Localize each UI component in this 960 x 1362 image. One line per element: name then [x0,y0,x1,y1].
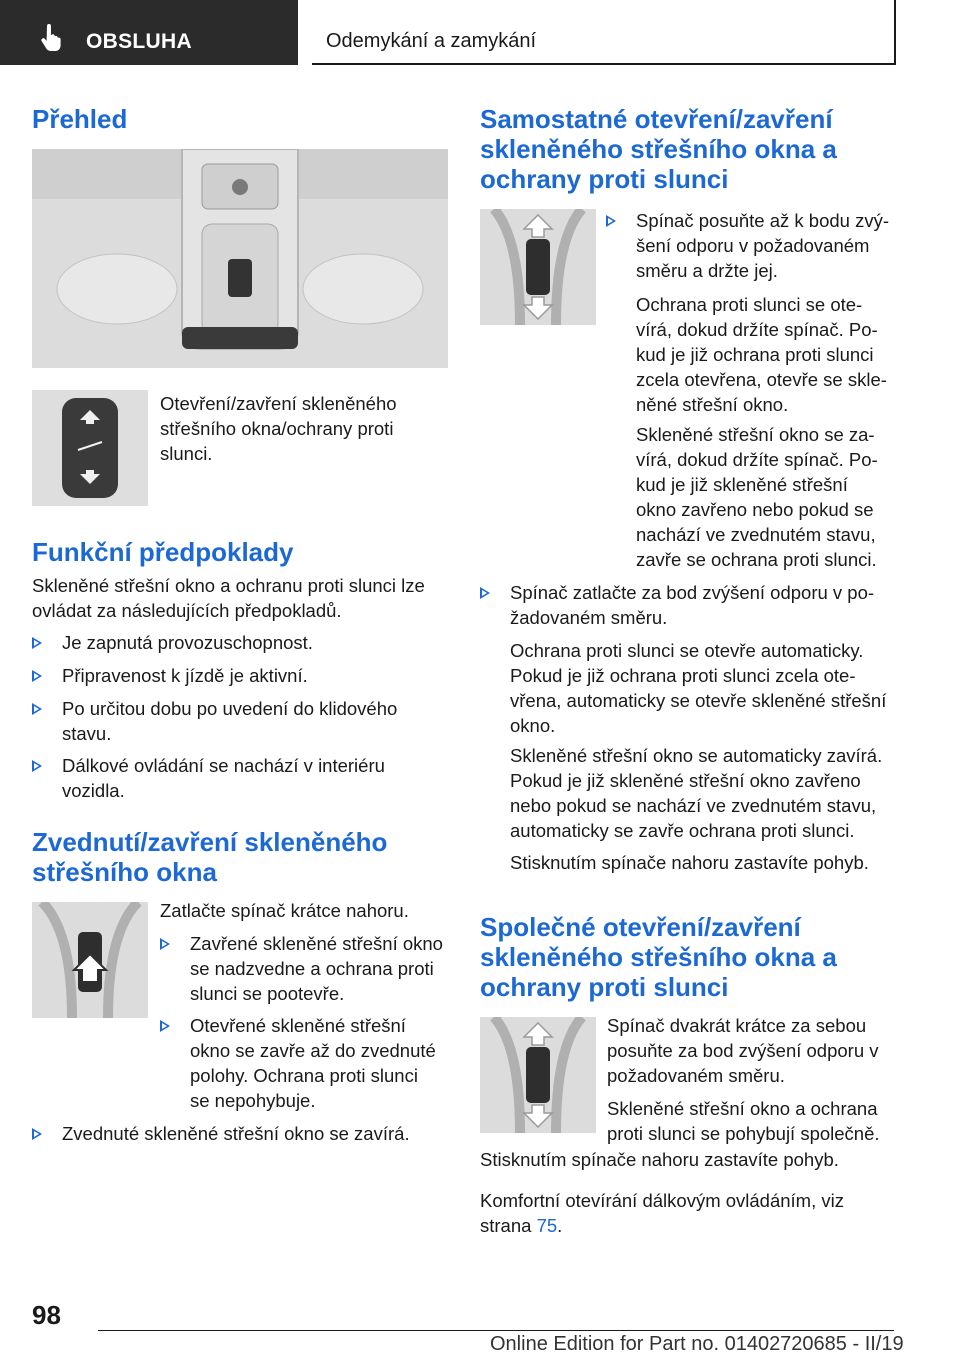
switch-slide-illustration [480,209,596,325]
overview-roof-console-image [32,149,448,368]
predpoklady-intro: Skleněné střešní okno a ochranu proti slunci lze ovládat za následujících předpokladů. [32,575,425,621]
heading-samostatne: Samostatné otevření/zavření skleněného střešního okna a ochrany proti slunci [480,104,837,194]
switch-double-slide-illustration [480,1017,596,1133]
spolecne-para4: Komfortní otevírání dálkovým ovládáním, viz strana 75. [480,1190,844,1236]
footer-edition: Online Edition for Part no. 01402720685 - II/19 [490,1333,904,1355]
list-item: Zavřené skleněné střešní okno se nadzvedne a ochrana proti slunci se pootevře. [190,931,443,1006]
page-number: 98 [32,1300,61,1330]
footer-divider [98,1330,894,1331]
list-item: Připravenost k jízdě je aktivní. [62,663,308,688]
list-item: Spínač zatlačte za bod zvýšení odporu v po- žadovaném směru. [510,580,874,630]
overview-roof-console-illustration [32,149,448,368]
switch-push-up-illustration [32,902,148,1018]
roof-switch-closeup-illustration [32,390,148,506]
triangle-bullet-icon [606,215,616,227]
list-item: Otevřené skleněné střešní okno se zavře až do zvednuté polohy. Ochrana proti slunci se nepohybuje. [190,1013,436,1113]
heading-funkcni-predpoklady: Funkční předpoklady [32,537,294,567]
heading-zvednuti: Zvednutí/zavření skleněného střešního okna [32,827,388,887]
spolecne-para3: Stisknutím spínače nahoru zastavíte pohyb. [480,1149,839,1170]
hand-pointer-icon [36,22,66,52]
header-title: Odemykání a zamykání [326,30,537,52]
triangle-bullet-icon [32,1128,42,1140]
samostatne-b2-para4: Stisknutím spínače nahoru zastavíte pohyb. [510,852,869,873]
triangle-bullet-icon [32,637,42,649]
list-item: Spínač posuňte až k bodu zvý- šení odporu v požadovaném směru a držte jej. [636,208,889,283]
samostatne-b1-para3: Skleněné střešní okno se za- vírá, dokud držíte spínač. Po- kud je již skleněné střešní okno zavřeno nebo pokud se nachází ve zvednutém stavu, zavře se ochrana proti slunci. [636,424,878,570]
roof-switch-closeup-image [32,390,148,506]
triangle-bullet-icon [32,670,42,682]
list-item: Dálkové ovládání se nachází v interiéru vozidla. [62,753,385,803]
prehled-caption: Otevření/zavření skleněného střešního okna/ochrany proti slunci. [160,393,397,464]
triangle-bullet-icon [480,587,490,599]
list-item: Po určitou dobu po uvedení do klidového stavu. [62,696,397,746]
header-section-tab [0,0,298,65]
heading-spolecne: Společné otevření/zavření skleněného střešního okna a ochrany proti slunci [480,912,837,1002]
heading-prehled: Přehled [32,104,128,134]
samostatne-b2-para2: Ochrana proti slunci se otevře automaticky. Pokud je již ochrana proti slunci zcela ote- vřena, automaticky se otevře skleněné střešní okno. [510,640,887,736]
list-item: Je zapnutá provozuschopnost. [62,630,313,655]
header-section-label: OBSLUHA [86,30,192,53]
zvednuti-intro: Zatlačte spínač krátce nahoru. [160,900,409,921]
samostatne-b2-para3: Skleněné střešní okno se automaticky zavírá. Pokud je již skleněné střešní okno zavřeno nebo pokud se nachází ve zvednutém stavu, automaticky se zavře ochrana proti slunci. [510,745,883,841]
samostatne-b1-para2: Ochrana proti slunci se ote- vírá, dokud držíte spínač. Po- kud je již ochrana proti slunci zcela otevřena, otevře se skle- něné střešní okno. [636,294,887,415]
triangle-bullet-icon [32,760,42,772]
triangle-bullet-icon [32,703,42,715]
switch-slide-image [480,209,596,325]
triangle-bullet-icon [160,1020,170,1032]
page-reference-link[interactable]: 75 [536,1215,558,1236]
header-title-box [312,0,896,65]
triangle-bullet-icon [160,938,170,950]
switch-double-slide-image [480,1017,596,1133]
switch-push-up-image [32,902,148,1018]
spolecne-para2: Skleněné střešní okno a ochrana proti slunci se pohybují společně. [607,1098,880,1144]
list-item: Zvednuté skleněné střešní okno se zavírá. [62,1121,410,1146]
spolecne-para1: Spínač dvakrát krátce za sebou posuňte za bod zvýšení odporu v požadovaném směru. [607,1015,879,1086]
